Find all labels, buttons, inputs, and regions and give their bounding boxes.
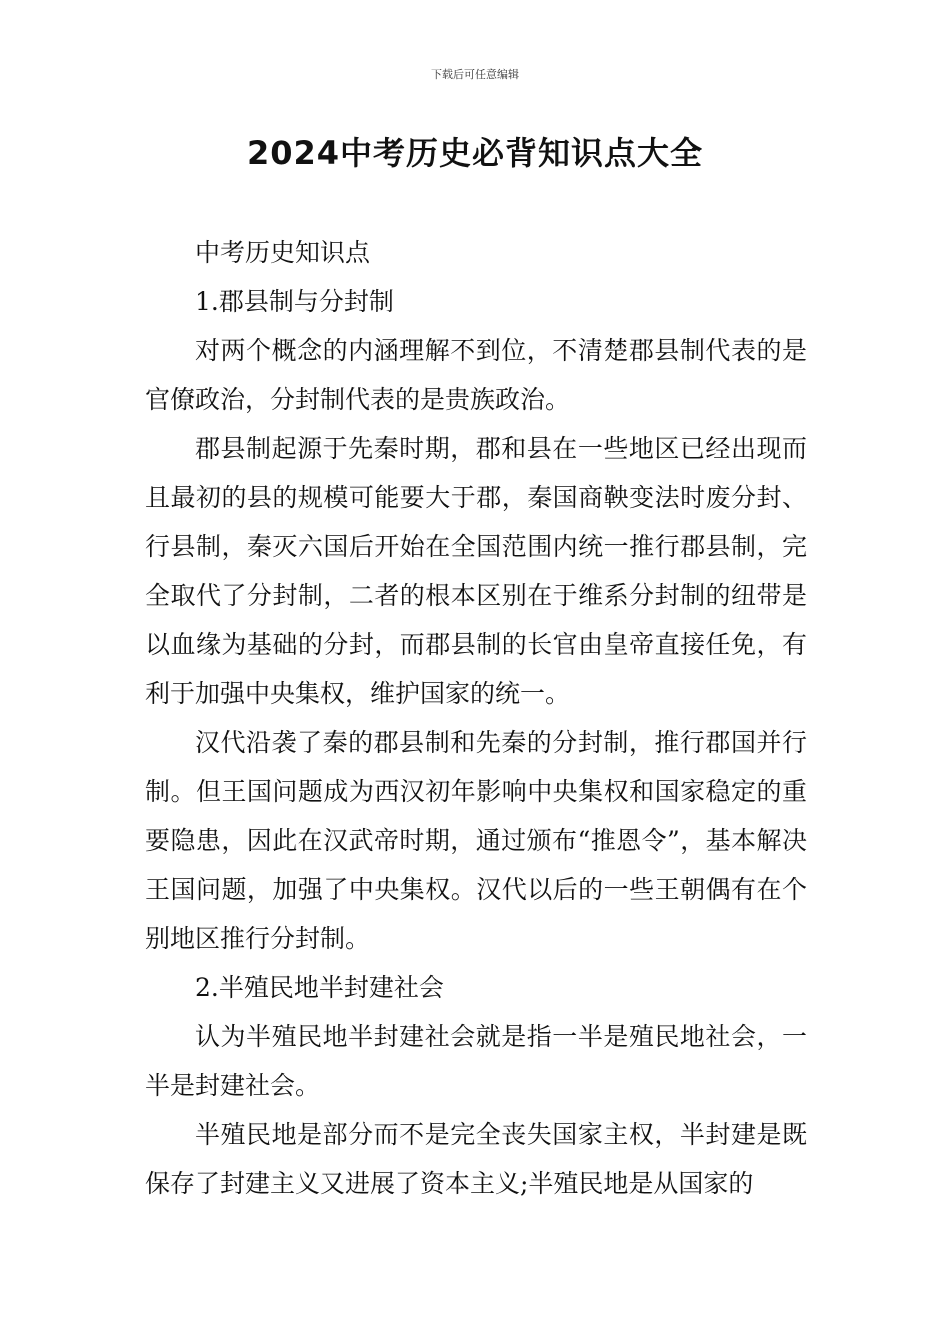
- body-paragraph: 汉代沿袭了秦的郡县制和先秦的分封制，推行郡国并行制。但王国问题成为西汉初年影响中央集权和国家稳定的重要隐患，因此在汉武帝时期，通过颁布“推恩令”，基本解决王国问题，加强了中央集权。汉代以后的一些王朝偶有在个别地区推行分封制。: [145, 728, 807, 953]
- section-heading: 中考历史知识点: [195, 238, 371, 267]
- body-paragraph: 郡县制起源于先秦时期，郡和县在一些地区已经出现而且最初的县的规模可能要大于郡，秦国商鞅变法时废分封、行县制，秦灭六国后开始在全国范围内统一推行郡县制，完全取代了分封制，二者的根本区别在于维系分封制的纽带是以血缘为基础的分封，而郡县制的长官由皇帝直接任免，有利于加强中央集权，维护国家的统一。: [145, 434, 807, 708]
- document-body: [145, 228, 807, 1208]
- subsection-heading: 1.郡县制与分封制: [195, 287, 394, 316]
- body-paragraph: 对两个概念的内涵理解不到位，不清楚郡县制代表的是官僚政治，分封制代表的是贵族政治。: [145, 336, 807, 414]
- body-paragraph: 半殖民地是部分而不是完全丧失国家主权，半封建是既保存了封建主义又进展了资本主义;半殖民地是从国家的: [145, 1120, 807, 1198]
- body-paragraph: 认为半殖民地半封建社会就是指一半是殖民地社会，一半是封建社会。: [145, 1022, 807, 1100]
- header-note: 下载后可任意编辑: [431, 68, 519, 81]
- document-title: 2024中考历史必背知识点大全: [246, 134, 704, 172]
- subsection-heading: 2.半殖民地半封建社会: [195, 973, 444, 1002]
